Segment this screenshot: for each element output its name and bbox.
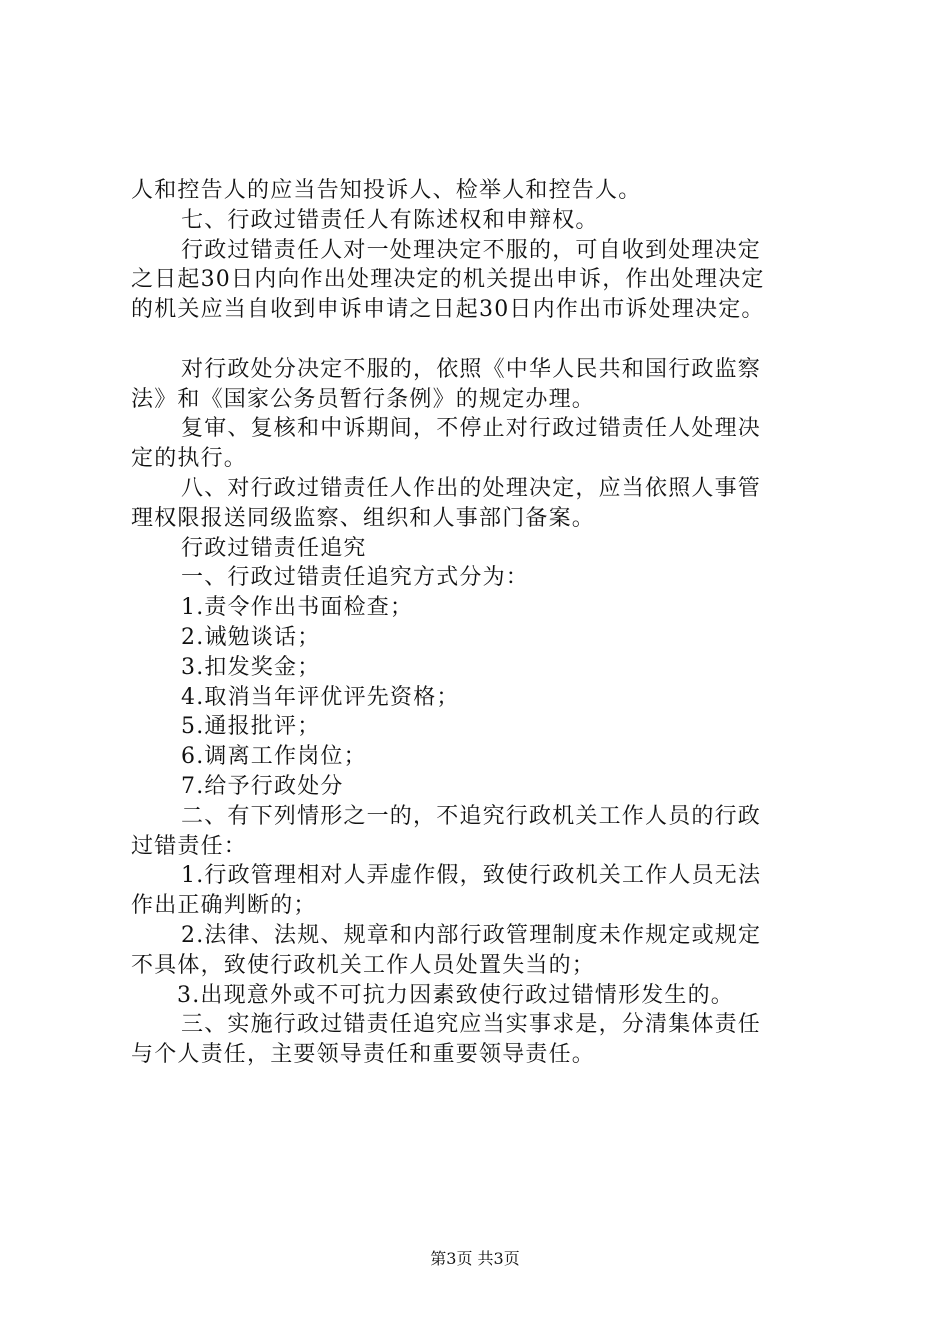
text-line: 一、行政过错责任追究方式分为：	[181, 565, 530, 591]
text-line: 对行政处分决定不服的，依照《中华人民共和国行政监察	[181, 356, 762, 382]
text-line: 理权限报送同级监察、组织和人事部门备案。	[131, 505, 596, 531]
text-line: 作出正确判断的；	[131, 893, 317, 919]
text-line: 七、行政过错责任人有陈述权和申辩权。	[181, 207, 599, 233]
text-line: 三、实施行政过错责任追究应当实事求是，分清集体责任	[181, 1012, 762, 1038]
list-item: 2.法律、法规、规章和内部行政管理制度未作规定或规定	[181, 922, 762, 948]
text-line: 与个人责任，主要领导责任和重要领导责任。	[131, 1042, 596, 1068]
list-item: 1.责令作出书面检查；	[181, 595, 414, 621]
text-line: 定的执行。	[131, 446, 248, 472]
list-item: 3.出现意外或不可抗力因素致使行政过错情形发生的。	[177, 982, 734, 1008]
list-item: 2.诫勉谈话；	[181, 624, 321, 650]
text-line: 复审、复核和中诉期间，不停止对行政过错责任人处理决	[181, 416, 762, 442]
text-line: 之日起30日内向作出处理决定的机关提出申诉，作出处理决定	[131, 267, 765, 293]
list-item: 7.给予行政处分	[181, 773, 344, 799]
list-item: 1.行政管理相对人弄虚作假，致使行政机关工作人员无法	[181, 863, 762, 889]
text-line: 人和控告人的应当告知投诉人、检举人和控告人。	[131, 178, 642, 203]
blank-line	[131, 325, 834, 355]
document-body	[131, 176, 834, 1070]
list-item: 4.取消当年评优评先资格；	[181, 684, 460, 710]
text-line: 的机关应当自收到申诉申请之日起30日内作出巿诉处理决定。	[131, 297, 765, 323]
text-line: 过错责任：	[131, 833, 248, 859]
list-item: 5.通报批评；	[181, 714, 321, 740]
text-line: 二、有下列情形之一的，不追究行政机关工作人员的行政	[181, 803, 762, 829]
text-line: 不具体，致使行政机关工作人员处置失当的；	[131, 952, 596, 978]
text-line: 法》和《国家公务员暂行条例》的规定办理。	[131, 386, 596, 412]
section-heading: 行政过错责任追究	[181, 535, 367, 561]
page-number: 第3页 共3页	[430, 1249, 520, 1268]
list-item: 3.扣发奖金；	[181, 654, 321, 680]
list-item: 6.调离工作岗位；	[181, 744, 367, 770]
text-line: 行政过错责任人对一处理决定不服的，可自收到处理决定	[181, 237, 762, 263]
text-line: 八、对行政过错责任人作出的处理决定，应当依照人事管	[181, 475, 762, 501]
